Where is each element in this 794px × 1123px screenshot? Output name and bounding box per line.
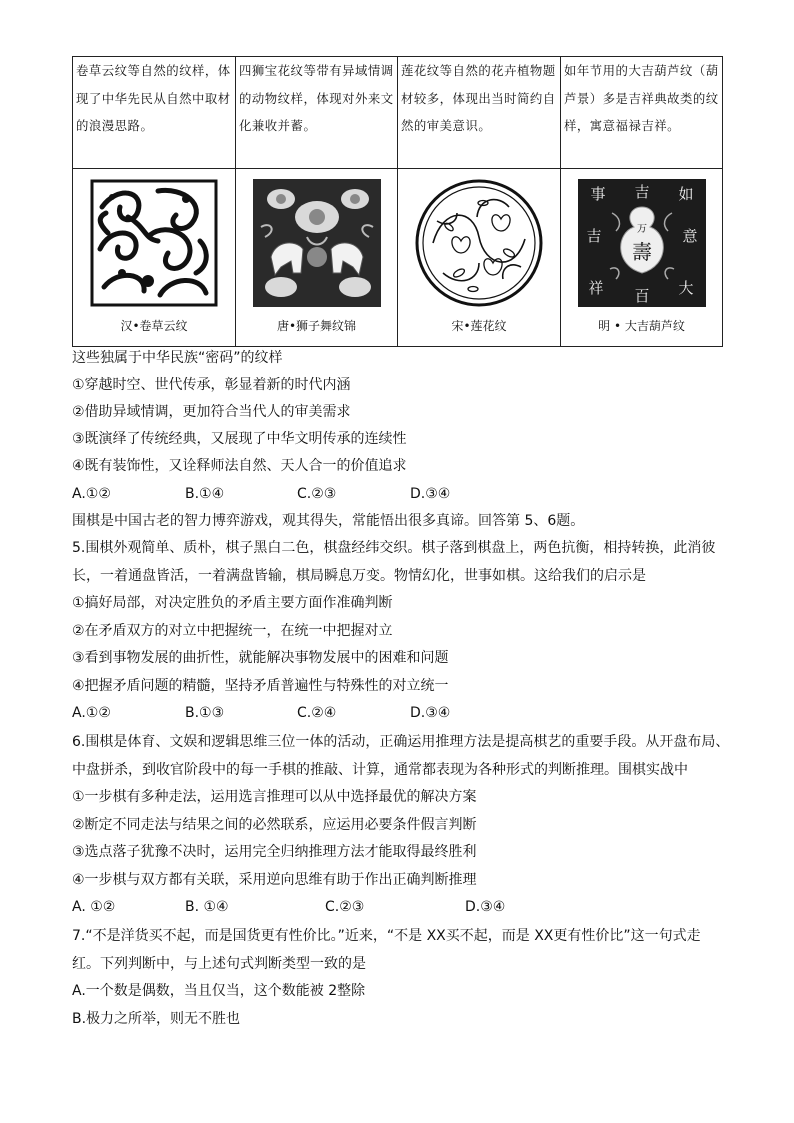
description-ming: 如年节用的大吉葫芦纹（葫芦景）多是吉祥典故类的纹样，寓意福禄吉祥。 [564,63,719,133]
han-cloud-pattern-image [88,177,220,309]
gourd-char: 万 [636,224,647,235]
table-cell [236,57,398,169]
q4-option-a[interactable]: A.①② [72,486,111,502]
gourd-char: 百 [633,287,650,305]
q5-option-d[interactable]: D.③④ [410,705,451,721]
caption-song: 宋•莲花纹 [451,319,507,333]
q4-item-3: ③既演绎了传统经典，又展现了中华文明传承的连续性 [72,431,407,447]
q7-option-a[interactable]: A.一个数是偶数，当且仅当，这个数能被 2整除 [72,983,366,999]
gourd-center-char: 壽 [631,240,652,264]
q4-item-2: ②借助异域情调，更加符合当代人的审美需求 [72,404,351,420]
description-han: 卷草云纹等自然的纹样，体现了中华先民从自然中取材的浪漫思路。 [76,63,231,133]
q5-item-3: ③看到事物发展的曲折性，就能解决事物发展中的困难和问题 [72,650,449,666]
caption-han: 汉•卷草云纹 [120,319,188,333]
q4-stem: 这些独属于中华民族“密码”的纹样 [72,350,283,366]
q6-item-1: ①一步棋有多种走法，运用选言推理可以从中选择最优的解决方案 [72,789,477,805]
q6-option-a[interactable]: A. ①② [72,899,116,915]
image-row [73,169,723,347]
table-cell [398,169,561,347]
q5-item-4: ④把握矛盾问题的精髓，坚持矛盾普遍性与特殊性的对立统一 [72,678,449,694]
caption-tang: 唐•狮子舞纹锦 [276,319,357,333]
gourd-char: 吉 [633,183,650,201]
q4-option-d[interactable]: D.③④ [410,486,451,502]
q4-item-1: ①穿越时空、世代传承，彰显着新的时代内涵 [72,377,351,393]
table-cell [398,57,561,169]
gourd-char: 事 [589,185,606,203]
q5-option-c[interactable]: C.②④ [297,705,337,721]
description-row [73,57,723,169]
tang-lion-brocade-image [251,177,383,309]
gourd-char: 祥 [587,279,604,297]
q6-item-3: ③选点落子犹豫不决时，运用完全归纳推理方法才能取得最终胜利 [72,844,477,860]
q4-item-4: ④既有装饰性，又诠释师法自然、天人合一的价值追求 [72,458,407,474]
description-tang: 四狮宝花纹等带有异域情调的动物纹样，体现对外来文化兼收并蓄。 [239,63,394,133]
q6-item-2: ②断定不同走法与结果之间的必然联系，应运用必要条件假言判断 [72,817,477,833]
intro-5-6: 围棋是中国古老的智力博弈游戏，观其得失，常能悟出很多真谛。回答第 5、6题。 [72,513,585,529]
q5-item-2: ②在矛盾双方的对立中把握统一，在统一中把握对立 [72,623,393,639]
q5-option-b[interactable]: B.①③ [185,705,225,721]
pattern-table [72,56,723,347]
table-cell [73,169,236,347]
gourd-char: 意 [681,227,698,245]
q5-option-a[interactable]: A.①② [72,705,111,721]
q5-stem-line-2: 长，一着通盘皆活，一着满盘皆输，棋局瞬息万变。物情幻化，世事如棋。这给我们的启示是 [72,568,646,584]
q6-stem-line-2: 中盘拼杀，到收官阶段中的每一手棋的推敲、计算，通常都表现为各种形式的判断推理。围棋实战中 [72,762,688,778]
q5-stem-line-1: 5.围棋外观简单、质朴，棋子黑白二色，棋盘经纬交织。棋子落到棋盘上，两色抗衡，相持转换，此消彼 [72,540,716,556]
q6-item-4: ④一步棋与双方都有关联，采用逆向思维有助于作出正确判断推理 [72,872,477,888]
q4-option-b[interactable]: B.①④ [185,486,225,502]
table-cell [561,57,723,169]
table-cell [236,169,398,347]
table-cell [561,169,723,347]
gourd-char: 大 [677,279,694,297]
q6-option-c[interactable]: C.②③ [325,899,365,915]
gourd-char: 吉 [585,227,602,245]
q6-stem-line-1: 6.围棋是体育、文娱和逻辑思维三位一体的活动，正确运用推理方法是提高棋艺的重要手段。从开盘布局、 [72,734,730,750]
ming-gourd-pattern-image [576,177,708,309]
q7-stem-line-2: 红。下列判断中，与上述句式判断类型一致的是 [72,956,366,972]
q6-option-d[interactable]: D.③④ [465,899,506,915]
caption-ming: 明 • 大吉葫芦纹 [598,319,685,333]
gourd-char: 如 [677,185,694,203]
q7-option-b[interactable]: B.极力之所举，则无不胜也 [72,1011,241,1027]
song-lotus-pattern-image [413,177,545,309]
q7-stem-line-1: 7.“不是洋货买不起，而是国货更有性价比。”近来，“不是 XX买不起，而是 XX更有性价比”这一句式走 [72,928,701,944]
q4-option-c[interactable]: C.②③ [297,486,337,502]
description-song: 莲花纹等自然的花卉植物题材较多，体现出当时简约自然的审美意识。 [401,63,556,133]
q5-item-1: ①搞好局部，对决定胜负的矛盾主要方面作准确判断 [72,595,393,611]
q6-option-b[interactable]: B. ①④ [185,899,229,915]
table-cell [73,57,236,169]
